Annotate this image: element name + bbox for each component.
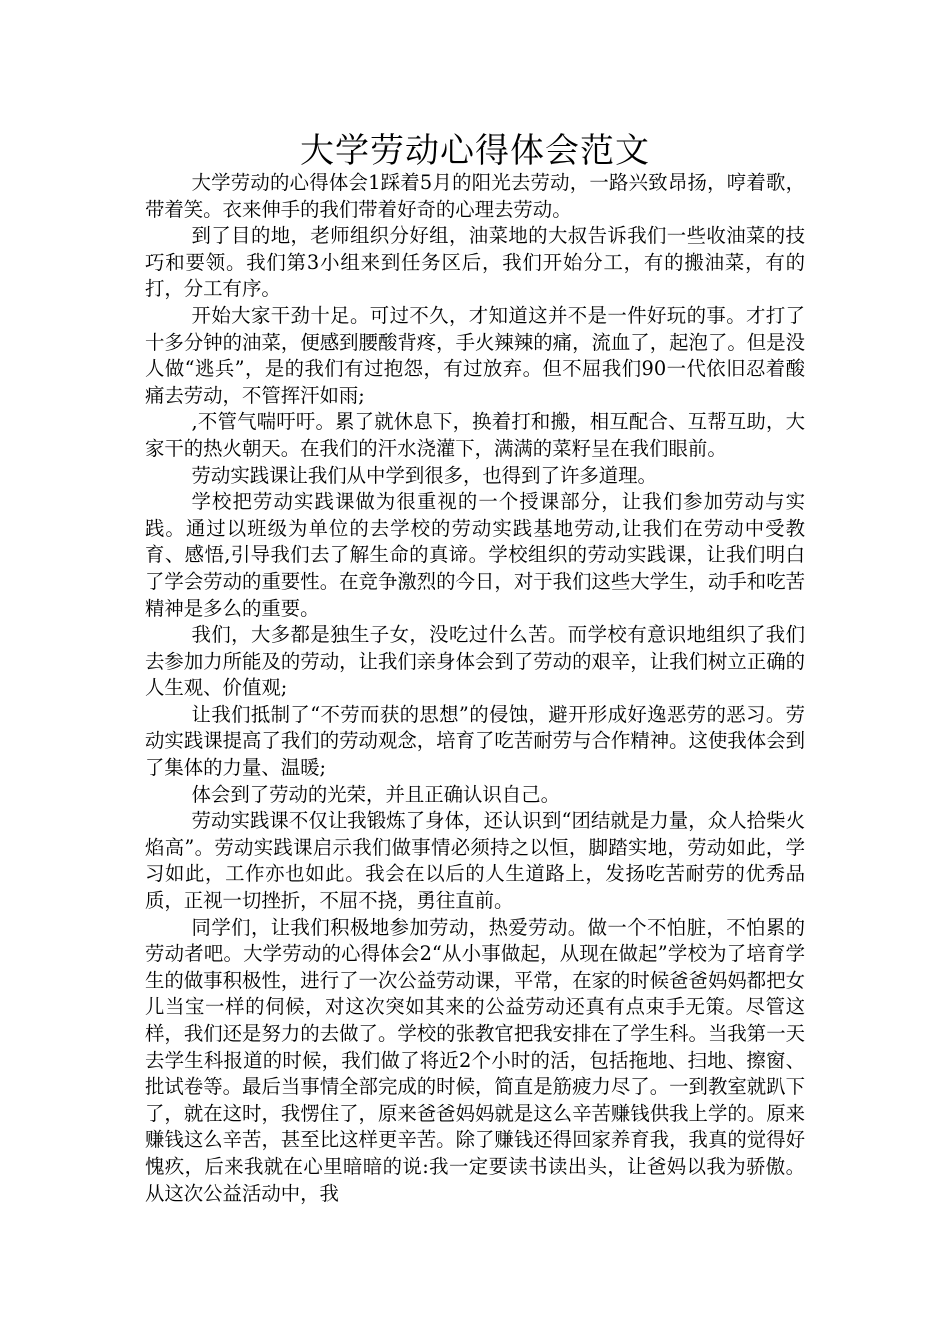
paragraph: 劳动实践课不仅让我锻炼了身体，还认识到“团结就是力量，众人拾柴火焰高”。劳动实践课启示我们做事情必须持之以恒，脚踏实地，劳动如此，学习如此，工作亦也如此。我会在以后的人生道路上，发扬吃苦耐劳的优秀品质，正视一切挫折，不屈不挠，勇往直前。 [145, 809, 805, 913]
paragraph: 我们，大多都是独生子女，没吃过什么苦。而学校有意识地组织了我们去参加力所能及的劳动，让我们亲身体会到了劳动的艰辛，让我们树立正确的人生观、价值观; [145, 623, 805, 700]
document-title: 大学劳动心得体会范文 [300, 131, 650, 171]
paragraph: 让我们抵制了“不劳而获的思想”的侵蚀，避开形成好逸恶劳的恶习。劳动实践课提高了我们的劳动观念，培育了吃苦耐劳与合作精神。这使我体会到了集体的力量、温暖; [145, 702, 805, 780]
paragraph: 学校把劳动实践课做为很重视的一个授课部分，让我们参加劳动与实践。通过以班级为单位的去学校的劳动实践基地劳动,让我们在劳动中受教育、感悟,引导我们去了解生命的真谛。学校组织的劳动实践课，让我们明白了学会劳动的重要性。在竞争激烈的今日，对于我们这些大学生，动手和吃苦精神是多么的重要。 [145, 490, 805, 620]
paragraph: 体会到了劳动的光荣，并且正确认识自己。 [191, 782, 560, 806]
paragraph: ,不管气喘吁吁。累了就休息下，换着打和搬，相互配合、互帮互助，大家干的热火朝天。在我们的汗水浇灌下，满满的菜籽呈在我们眼前。 [145, 410, 805, 460]
document-body [145, 170, 805, 1207]
paragraph: 同学们，让我们积极地参加劳动，热爱劳动。做一个不怕脏，不怕累的劳动者吧。大学劳动的心得体会2“从小事做起，从现在做起”学校为了培育学生的做事积极性，进行了一次公益劳动课，平常，在家的时候爸爸妈妈都把女儿当宝一样的伺候，对这次突如其来的公益劳动还真有点束手无策。尽管这样，我们还是努力的去做了。学校的张教官把我安排在了学生科。当我第一天去学生科报道的时候，我们做了将近2个小时的活，包括拖地、扫地、擦窗、批试卷等。最后当事情全部完成的时候，简直是筋疲力尽了。一到教室就趴下了，就在这时，我愣住了，原来爸爸妈妈就是这么辛苦赚钱供我上学的。原来赚钱这么辛苦，甚至比这样更辛苦。除了赚钱还得回家养育我，我真的觉得好愧疚，后来我就在心里暗暗的说:我一定要读书读出头，让爸妈以我为骄傲。从这次公益活动中，我 [145, 915, 805, 1205]
paragraph: 开始大家干劲十足。可过不久，才知道这并不是一件好玩的事。才打了十多分钟的油菜，便感到腰酸背疼，手火辣辣的痛，流血了，起泡了。但是没人做“逃兵”，是的我们有过抱怨，有过放弃。但不屈我们90一代依旧忍着酸痛去劳动，不管挥汗如雨; [145, 303, 805, 407]
paragraph: 到了目的地，老师组织分好组，油菜地的大叔告诉我们一些收油菜的技巧和要领。我们第3小组来到任务区后，我们开始分工，有的搬油菜，有的打，分工有序。 [145, 224, 805, 301]
paragraph: 大学劳动的心得体会1踩着5月的阳光去劳动，一路兴致昂扬，哼着歌，带着笑。衣来伸手的我们带着好奇的心理去劳动。 [145, 171, 805, 221]
paragraph: 劳动实践课让我们从中学到很多，也得到了许多道理。 [191, 463, 657, 487]
